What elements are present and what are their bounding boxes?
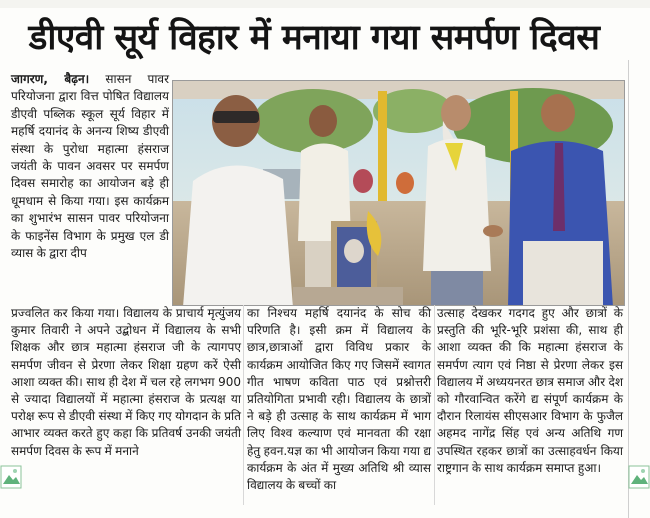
article-lead-text: सासन पावर परियोजना द्वारा वित्त पोषित विद्यालय डीएवी पब्लिक स्कूल सूर्य विहार में महर्षि दयानंद के अनन्य शिष्य डीएवी संस्था के पुरोधा महात्मा हंसराज जयंती के पावन अवसर पर समर्पण दिवस समारोह का आयोजन बड़े ही धूमधाम से किया गया। इस कार्यक्रम का शुभारंभ सासन पावर परियोजना के फाइनेंस विभाग के प्रमुख एल डी व्यास के द्वारा दीप — [11, 72, 170, 261]
column-divider — [434, 305, 435, 505]
image-placeholder-icon — [0, 462, 22, 492]
page-top-strip — [0, 0, 650, 8]
article-headline: डीएवी सूर्य विहार में मनाया गया समर्पण दिवस — [28, 18, 600, 58]
article-column-4: उत्साह देखकर गदगद हुए और छात्रों के प्रस्तुति की भूरि-भूरि प्रशंसा की, साथ ही आशा व्यक्त की कि महात्मा हंसराज के समर्पण त्याग एवं निष्ठा से प्रेरणा लेकर इस विद्यालय में अध्ययनरत छात्र समाज और देश को गौरवान्वित करेंगे द्य संपूर्ण कार्यक्रम के दौरान रिलायंस सीएसआर विभाग के फुजैल अहमद नागेंद्र सिंह एवं अन्य अतिथि गण उपस्थित रहकर छात्रों का उत्साहवर्धन किया राष्ट्रगान के साथ कार्यक्रम समाप्त हुआ। — [437, 306, 623, 475]
news-photo-illustration — [173, 81, 625, 306]
news-photo — [172, 80, 625, 306]
article-column-2: प्रज्वलित कर किया गया। विद्यालय के प्राचार्य मृत्युंजय कुमार तिवारी ने अपने उद्बोधन में विद्यालय के सभी शिक्षक और छात्र महात्मा हंसराज जी के त्यागपए समर्पण जीवन से प्रेरणा लेकर शिक्षा ग्रहण करें ऐसी आशा व्यक्त की। साथ ही देश में चल रहे लगभग 900 से ज्यादा विद्यालयों में महात्मा हंसराज के प्रत्यक्ष या परोक्ष रूप से डीएवी संस्था में किए गए योगदान के प्रति आभार व्यक्त करते हुए कहा कि प्रतिवर्ष उनकी जयंती समर्पण दिवस के रूप में मनाने — [11, 306, 241, 458]
image-placeholder-icon — [628, 462, 650, 492]
column-divider — [243, 305, 244, 505]
adjacent-article-fragment — [630, 70, 650, 518]
article-dateline: जागरण, बैढ़न। — [11, 72, 90, 86]
article-column-3: का निश्चय महर्षि दयानंद के सोच की परिणति है। इसी क्रम में विद्यालय के छात्र,छात्राओं द्वारा विविध प्रकार के कार्यक्रम आयोजित किए गए जिसमें स्वागत गीत भाषण कविता पाठ एवं प्रश्नोत्तरी प्रतियोगिता प्रभावी रही। विद्यालय के छात्रों ने बड़े ही उत्साह के साथ कार्यक्रम में भाग लिए विश्व कल्याण एवं मानवता की रक्षा हेतु हवन.यज्ञ का भी आयोजन किया गया द्य कार्यक्रम के अंत में मुख्य अतिथि श्री व्यास विद्यालय के बच्चों का — [247, 306, 431, 493]
right-edge-divider — [628, 60, 629, 518]
article-lead-column — [11, 71, 169, 262]
